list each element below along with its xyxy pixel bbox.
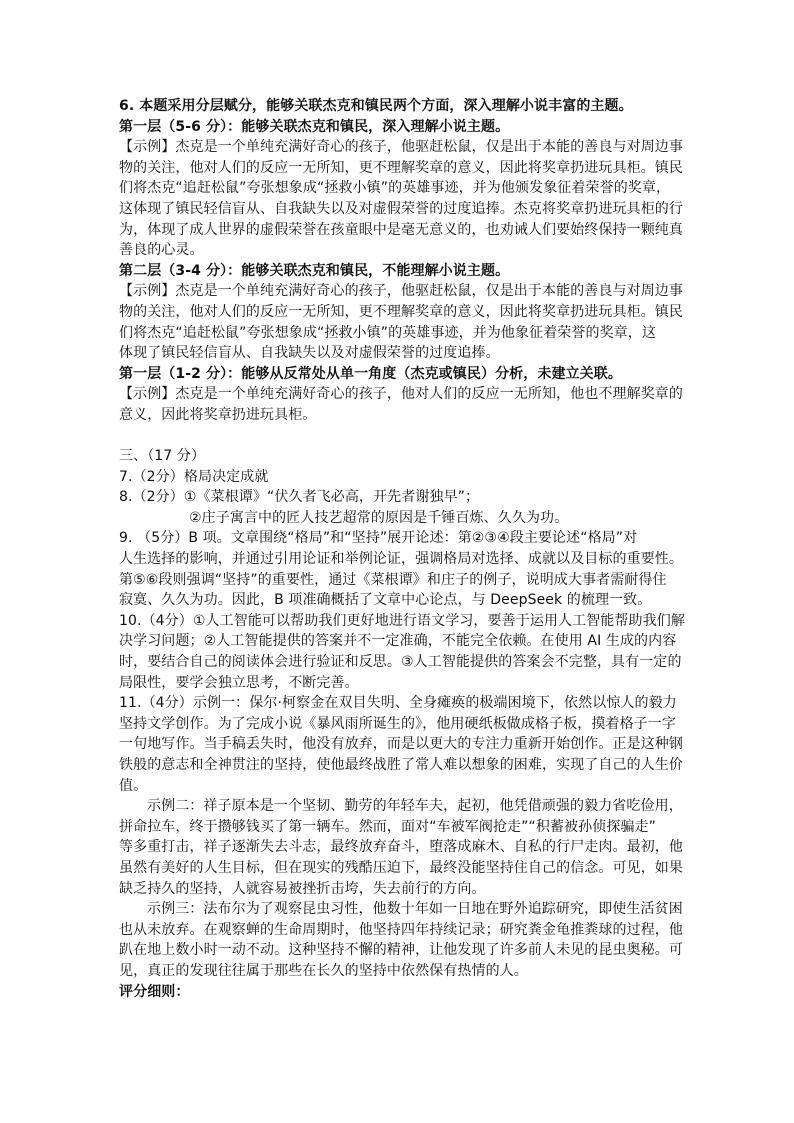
text-line: 物的关注，他对人们的反应一无所知，更不理解奖章的意义，因此将奖章扔进玩具柜。镇民: [119, 159, 683, 176]
blank-line: [119, 426, 679, 447]
text-line: 拼命拉车，终于攒够钱买了第一辆车。然而，面对“车被军阀抢走”“积蓄被孙侦探骗走”: [119, 818, 657, 835]
text-line: 【示例】杰克是一个单纯充满好奇心的孩子，他对人们的反应一无所知，他也不理解奖章的: [119, 386, 683, 403]
text-line: 们将杰克“追赶松鼠”夸张想象成“拯救小镇”的英雄事迹，并为他象征着荣誉的奖章，这: [119, 324, 657, 341]
text-line: 体现了镇民轻信盲从、自我缺失以及对虚假荣誉的过度追捧。: [119, 345, 500, 362]
text-line: 第⑤⑥段则强调“坚持”的重要性，通过《菜根谭》和庄子的例子，说明成大事者需耐得住: [119, 571, 667, 588]
text-line: 虽然有美好的人生目标，但在现实的残酷压迫下，最终没能坚持住自己的信念。可见，如果: [119, 859, 683, 876]
text-line: 人生选择的影响，并通过引用论证和举例论证，强调格局对选择、成就以及目标的重要性。: [119, 551, 683, 568]
text-line: 局限性，要学会独立思考，不断完善。: [119, 674, 359, 691]
text-line: 【示例】杰克是一个单纯充满好奇心的孩子，他驱赶松鼠，仅是出于本能的善良与对周边事: [119, 283, 683, 300]
section-three-answers-block: [119, 467, 685, 1002]
text-line: 示例二：祥子原本是一个坚韧、勤劳的年轻车夫，起初，他凭借顽强的毅力省吃俭用，: [147, 798, 683, 815]
document-body: [119, 96, 685, 1002]
text-line: 坚持文学创作。为了完成小说《暴风雨所诞生的》，他用硬纸板做成格子板，摸着格子一字: [119, 715, 676, 732]
text-line: 见，真正的发现往往属于那些在长久的坚持中依然保有热情的人。: [119, 962, 528, 979]
text-line: 11.（4分）示例一：保尔·柯察金在双目失明、全身瘫痪的极端困境下，依然以惊人的毅力: [119, 695, 677, 712]
text-line: 8.（2分）①《菜根谭》“伏久者飞必高，开先者谢独早”；: [119, 489, 480, 506]
text-line: 7.（2分）格局决定成就: [119, 468, 269, 485]
text-heading-line: 第二层（3-4 分）：能够关联杰克和镇民，不能理解小说主题。: [119, 262, 510, 279]
text-line: 缺乏持久的坚持，人就容易被挫折击垮，失去前行的方向。: [119, 880, 486, 897]
text-line: 时，要结合自己的阅读体会进行验证和反思。③人工智能提供的答案会不完整，具有一定的: [119, 654, 682, 671]
text-heading-line: 第一层（5-6 分）：能够关联杰克和镇民，深入理解小说主题。: [119, 118, 510, 135]
text-line: 一句地写作。当手稿丢失时，他没有放弃，而是以更大的专注力重新开始创作。正是这种钢: [119, 736, 683, 753]
text-heading-line: 第一层（1-2 分）：能够从反常处从单一角度（杰克或镇民）分析，未建立关联。: [119, 365, 622, 382]
text-heading-line: 6. 本题采用分层赋分，能够关联杰克和镇民两个方面，深入理解小说丰富的主题。: [119, 98, 633, 114]
text-line: 值。: [119, 777, 148, 794]
text-line: 铁般的意志和全神贯注的坚持，使他最终战胜了常人难以想象的困难，实现了自己的人生价: [119, 757, 683, 773]
text-line: 这体现了镇民轻信盲从、自我缺失以及对虚假荣誉的过度追捧。杰克将奖章扔进玩具柜的行: [119, 200, 683, 217]
text-line: 9. （5分）B 项。文章围绕“格局”和“坚持”展开论述：第②③④段主要论述“格局”对: [119, 530, 638, 547]
text-line: 【示例】杰克是一个单纯充满好奇心的孩子，他驱赶松鼠，仅是出于本能的善良与对周边事: [119, 139, 683, 156]
text-line: 善良的心灵。: [119, 242, 204, 259]
text-line: 也从未放弃。在观察蝉的生命周期时，他坚持四年持续记录；研究粪金龟推粪球的过程，他: [119, 921, 683, 938]
question-6-answer-block: [119, 96, 683, 426]
text-line: 为，体现了成人世界的虚假荣誉在孩童眼中是毫无意义的，也劝诫人们要始终保持一颗纯真: [119, 221, 683, 238]
text-line: 等多重打击，祥子逐渐失去斗志，最终放弃奋斗，堕落成麻木、自私的行尸走肉。最初，他: [119, 839, 683, 856]
text-line: 决学习问题；②人工智能提供的答案并不一定准确，不能完全依赖。在使用 AI 生成的内容: [119, 633, 677, 650]
text-line: 趴在地上数小时一动不动。这种坚持不懈的精神，让他发现了许多前人未见的昆虫奥秘。可: [119, 942, 683, 959]
text-line: 10.（4分）①人工智能可以帮助我们更好地进行语文学习，要善于运用人工智能帮助我们解: [119, 612, 685, 629]
text-line: 意义，因此将奖章扔进玩具柜。: [119, 406, 317, 423]
text-line: 寂寞、久久为功。因此，B 项准确概括了文章中心论点，与 DeepSeek 的梳理一致。: [119, 592, 652, 609]
text-line: 示例三：法布尔为了观察昆虫习性，他数十年如一日地在野外追踪研究，即使生活贫困: [147, 901, 683, 918]
text-line: 们将杰克“追赶松鼠”夸张想象成“拯救小镇”的英雄事迹，并为他颁发象征着荣誉的奖章，: [119, 180, 671, 197]
text-line: ②庄子寓言中的匠人技艺超常的原因是千锤百炼、久久为功。: [189, 509, 569, 526]
text-heading-line: 评分细则：: [119, 983, 190, 1000]
text-line: 物的关注，他对人们的反应一无所知，更不理解奖章的意义，因此将奖章扔进玩具柜。镇民: [119, 303, 683, 320]
section-three-heading: 三、（17 分）: [119, 448, 206, 465]
